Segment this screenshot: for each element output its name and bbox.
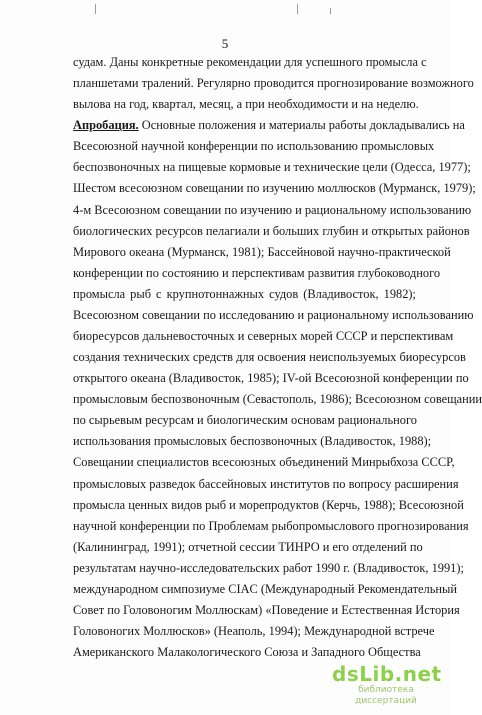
text-line: конференции по состоянию и перспективам развития глубоководного [73,265,441,280]
text-line: промысла рыб с крупнотоннажных судов (Владивосток, 1982); [73,286,416,301]
watermark-subtitle: библиотека диссертаций [355,685,417,706]
text-line: Совет по Головоногим Моллюскам) «Поведение и Естественная История [73,603,460,618]
text-line: Совещании специалистов всесоюзных объединений Минрыбхоза СССР, [73,455,455,470]
text-line: 4-м Всесоюзном совещании по изучению и рациональному использованию [73,202,472,217]
text-line: результатам научно-исследовательских работ 1990 г. (Владивосток, 1991); [73,560,464,575]
scan-speck [330,8,331,14]
text-line: промысловых разведок бассейновых институтов по вопросу расширения [73,476,459,491]
text-line: планшетами тралений. Регулярно проводится прогнозирование возможного [73,76,474,91]
text-line: международном симпозиуме CIAC (Международный Рекомендательный [73,581,457,596]
watermark-logo: dsLib.net [332,662,442,686]
text-line: судам. Даны конкретные рекомендации для успешного промысла с [73,55,427,69]
section-heading: Апробация. [73,118,139,133]
page-number: 5 [221,36,229,51]
scan-speck [297,4,298,14]
text-line: биоресурсов дальневосточных и северных морей СССР и перспективам [73,329,454,344]
body-text [73,52,482,663]
text-line: по сырьевым ресурсам и биологическим основам рационального [73,413,417,428]
text-line: Головоногих Моллюсков» (Неаполь, 1994); Международной встрече [73,624,435,639]
text-line: Всесоюзной научной конференции по использованию промысловых [73,139,435,154]
watermark [332,663,440,707]
text-line: вылова на год, квартал, месяц, а при необходимости и на неделю. [73,97,419,112]
text-line: Всесоюзном совещании по исследованию и рациональному использованию [73,307,474,322]
text-line: биологических ресурсов пелагиали и больших глубин и открытых районов [73,223,470,238]
text-line: беспозвоночных на пищевые кормовые и технические цели (Одесса, 1977); [73,160,471,175]
text-line: Американского Малакологического Союза и Западного Общества [73,645,421,660]
text-line: научной конференции по Проблемам рыбопромыслового прогнозирования [73,518,469,533]
text-line-with-heading [73,115,465,136]
text-line: использования промысловых беспозвоночных (Владивосток, 1988); [73,434,432,449]
scan-speck [95,4,96,14]
text-line: открытого океана (Владивосток, 1985); IV-ой Всесоюзной конференции по [73,371,469,386]
text-line: создания технических средств для освоения неиспользуемых биоресурсов [73,350,466,365]
text-line: Шестом всесоюзном совещании по изучению моллюсков (Мурманск, 1979); [73,181,476,196]
text-line: промысловым беспозвоночным (Севастополь, 1986); Всесоюзном совещании [73,392,482,407]
text-line: (Калининград, 1991); отчетной сессии ТИНРО и его отделений по [73,539,423,554]
text-line: промысла ценных видов рыб и морепродуктов (Керчь, 1988); Всесоюзной [73,497,464,512]
text-line: Мирового океана (Мурманск, 1981); Бассейновой научно-практической [73,244,451,259]
text-line-rest: Основные положения и материалы работы докладывались на [138,118,465,133]
